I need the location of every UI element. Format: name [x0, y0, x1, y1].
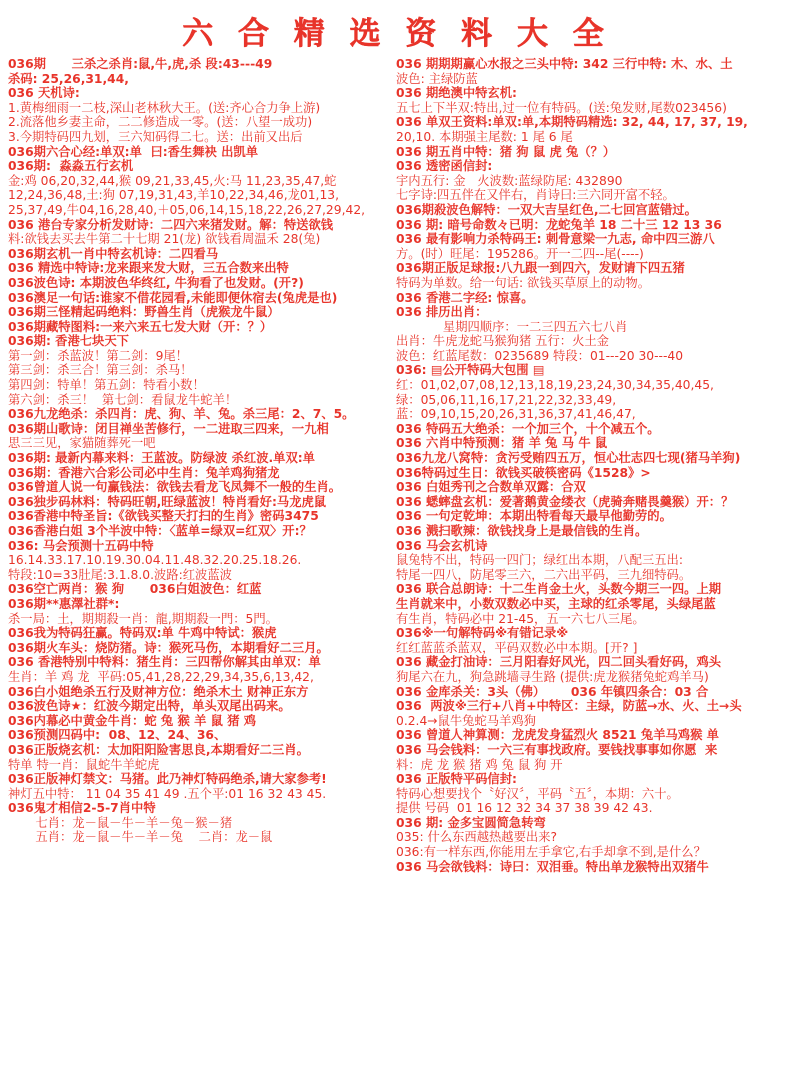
content-line: 036曾道人说一句赢钱法：欲钱去看龙飞凤舞不一般的生肖。 [8, 480, 342, 495]
content-line: 出肖：牛虎龙蛇马猴狗猪 五行：火土金 [396, 334, 609, 349]
content-line: 红红蓝蓝杀蓝双，平码双数必中本期。[开? ] [396, 640, 638, 655]
content-line: 036香港白姐 3个半波中特：〈蓝单=绿双=红双〉开:？ [8, 524, 312, 538]
content-line: 蓝：09,10,15,20,26,31,36,37,41,46,47, [396, 407, 636, 422]
content-line: 036期: 淼淼五行玄机 [8, 159, 134, 174]
content-line: 036期: 香港七块天下 [8, 334, 129, 349]
content-line: 036 马会钱料：一六三有事找政府。要钱找事事如你愿 来 [396, 742, 718, 757]
content-line: 036期正版足球报:八九跟一到四六，发财请下四五猪 [396, 261, 685, 276]
content-line: 036 金库杀关：3头（佛） 036 年镇四条合：03 合 [396, 684, 709, 699]
content-line: 036正版神灯禁文：马猪。此乃神灯特码绝杀,请大家参考! [8, 772, 327, 787]
content-line: 036正版烧玄机：太加阳阳险害思良,本期看好二三肖。 [8, 742, 309, 757]
content-line: 036 曾道人神算测：龙虎发身猛烈火 8521 兔羊马鸡猴 单 [396, 728, 719, 743]
content-line: 036 蟋蟀盘玄机：爱著鹅黄金缕衣（虎骑奔赌畏羹猴）开：？ [396, 494, 734, 509]
content-line: 036 正版特平码信封: [396, 772, 517, 787]
content-line: 036内幕必中黄金牛肖：蛇 兔 猴 羊 鼠 猪 鸡 [8, 713, 257, 728]
content-line: 036预测四码中: 08、12、24、36、 [8, 728, 227, 743]
content-line: 036香港中特圣旨:《欲钱买整天打扫的生肖》密码3475 [8, 509, 319, 524]
content-line: 036 期绝澳中特玄机: [396, 86, 517, 101]
content-line: 第四剑：特单！第五剑：特看小数！ [8, 378, 205, 393]
content-line: 狗尾六在九，狗急跳墙寻生路 (提供:虎龙猴猪兔蛇鸡羊马) [396, 669, 709, 684]
content-line: 036 港台专家分析发财诗：二四六来猪发财。解：特送欲钱 [8, 217, 334, 232]
content-line: 036我为特码狂赢。特码双:单 牛鸡中特试：猴虎 [8, 626, 277, 641]
content-line: 036期火车头：烧防猪。诗：猴死马伤，本期看好二三月。 [8, 640, 329, 655]
content-line: 035: 什么东西越热越要出来? [396, 830, 558, 845]
content-line: 12,24,36,48,土:狗 07,19,31,43,羊10,22,34,46,龙01,13, [8, 188, 340, 203]
content-line: 1.黄梅细雨一二枝,深山老林秋大王。(送:齐心合力争上游) [8, 100, 321, 115]
content-line: 036 期期期赢心水报之三头中特: 342 三行中特: 木、水、土 [396, 57, 733, 71]
content-line: 036 特码五大绝杀：一个加三个，十个减五个。 [396, 421, 660, 436]
content-line: 波色: 主绿防蓝 [396, 71, 478, 86]
content-line: 036 两波※三行+八肖+中特区：主绿，防蓝→水、火、土→头 [396, 699, 742, 714]
content-line: 036 马会欲钱料：诗曰：双泪垂。特出单龙猴特出双猪牛 [396, 859, 709, 874]
content-line: 036: 马会预测十五码中特 [8, 538, 154, 553]
left-content-column [8, 57, 386, 845]
content-line: 036期玄机一肖中特玄机诗：二四看马 [8, 246, 219, 261]
content-line: 036期藏特图料:一来六来五七发大财（开：？） [8, 319, 273, 334]
content-line: 第三剑：杀三合！第三剑：杀马！ [8, 363, 193, 378]
content-line: 036 藏金打油诗：三月阳春好风光，四二回头看好码，鸡头 [396, 655, 722, 670]
content-line: 宇内五行: 金 火波数:蓝绿防尾: 432890 [396, 173, 623, 188]
content-line: 036期殺波色解特：一双大吉呈红色,二七回宫蓝错过。 [396, 202, 697, 217]
content-line: 杀一局：土，期期殺一肖：龍,期期殺一門：5門。 [8, 611, 278, 626]
content-line: 有生肖，特码必中 21-45，五一六七八三尾。 [396, 611, 645, 626]
content-line: 特码为单数。给一句话: 欲钱买草原上的动物。 [396, 275, 650, 290]
page-title-bar [8, 6, 785, 57]
content-line: 五肖：龙－鼠－牛－羊－兔 二肖：龙－鼠 [8, 830, 273, 845]
content-line: 波色：红蓝尾数：0235689 特段：01---20 30---40 [396, 348, 684, 363]
content-line: 036波色诗: 本期波色华终红, 牛狗看了也发财。(开?) [8, 275, 304, 290]
content-line: 第一剑：杀蓝波！第二剑：9尾！ [8, 348, 188, 363]
content-line: 生肖：羊 鸡 龙 平码:05,41,28,22,29,34,35,6,13,42, [8, 669, 314, 684]
content-line: 特单 特一肖：鼠蛇牛羊蛇虎 [8, 757, 160, 772]
content-line: 第六剑：杀三！ 第七剑：看鼠龙牛蛇羊！ [8, 392, 238, 407]
content-line: 036特码过生日：欲钱买破筷密码《1528》> [396, 465, 651, 480]
content-line: 036:有一样东西,你能用左手拿它,右手却拿不到,是什么？ [396, 845, 706, 860]
content-line: 036 白姐秀刊之合数单双露：合双 [396, 480, 586, 495]
content-line: 星期四顺序：一二三四五六七八肖 [396, 319, 628, 334]
content-line: 特尾一四八，防尾零三六，二六出平码，三九细特码。 [396, 567, 692, 582]
content-line: 036 最有影响力杀特码王: 刺骨意梁一九志, 命中四三游八 [396, 232, 715, 247]
content-line: 036期三怪精起码绝料：野兽生肖（虎猴龙牛鼠） [8, 305, 280, 320]
content-line: 036※一句解特码※有错记录※ [396, 626, 569, 641]
content-line: 036: ▤公开特码大包围 ▤ [396, 363, 545, 378]
content-line: 036 马会玄机诗 [396, 538, 488, 553]
content-line: 思三三见，家猫随葬死一吧 [8, 436, 156, 451]
content-line: 3.今期特码四九划，三六知码得二七。送：出前又出后 [8, 129, 303, 144]
content-line: 036 排历出肖： [396, 305, 488, 320]
content-line: 2.流落他乡妻主命，二二修造成一零。(送：八望一成功) [8, 115, 313, 130]
content-line: 七字诗:四五伴在又伴右，肖诗曰:三六同开富不轻。 [396, 188, 675, 203]
content-line: 036九龙绝杀：杀四肖：虎、狗、羊、兔。杀三尾：2、7、5。 [8, 407, 355, 422]
content-line: 036鬼才相信2-5-7肖中特 [8, 801, 156, 816]
content-line: 036 天机诗: [8, 86, 80, 101]
content-line: 036澳足一句话:谁家不借花园看,未能即便休宿去(兔虎是也) [8, 290, 338, 305]
content-line: 0.2.4→鼠牛兔蛇马羊鸡狗 [396, 713, 536, 728]
content-line: 036 溅扫歌辣：欲钱找身上是最信钱的生肖。 [396, 524, 648, 538]
content-line: 提供 号码 01 16 12 32 34 37 38 39 42 43. [396, 801, 653, 816]
content-line: 036 一句定乾坤：本期出特看每天最早他勤劳的。 [396, 509, 672, 524]
content-line: 036独步码林料：特码旺朝,旺绿蓝波！特肖看好:马龙虎鼠 [8, 494, 327, 509]
content-line: 绿：05,06,11,16,17,21,22,32,33,49, [396, 392, 617, 407]
content-line: 鼠兔特不出，特码一四门；绿红出本期，八配三五出: [396, 553, 683, 568]
content-line: 20,10. 本期强主尾数: 1 尾 6 尾 [396, 129, 573, 144]
content-line: 生肖就来中，小数双数必中买，主球的红杀零尾，头绿尾蓝 [396, 596, 716, 611]
content-line: 七肖：龙－鼠－牛－羊－兔－猴－猪 [8, 815, 233, 830]
content-line: 036空亡两肖：猴 狗 036白姐波色：红蓝 [8, 582, 262, 597]
content-line: 036 期: 暗号命数々已明：龙蛇兔羊 18 二十三 12 13 36 [396, 217, 722, 232]
content-line: 036 精选中特诗:龙来跟来发大财，三五合数来出特 [8, 261, 289, 276]
content-line: 036 期: 金多宝圆简急转弯 [396, 815, 546, 830]
content-line: 036 香港特别中特料：猪生肖：三四帮你解其由单双：单 [8, 655, 321, 670]
content-line: 五七上下半双:特出,过一位有特码。(送:兔发财,尾数023456) [396, 100, 727, 115]
content-line: 036波色诗★：红波今期定出特，单头双尾出码来。 [8, 699, 291, 714]
content-line: 16.14.33.17.10.19.30.04.11.48.32.20.25.18.26. [8, 553, 302, 568]
right-content-column [396, 57, 774, 874]
content-line: 036期: 最新内幕来料：王蓝波。防绿波 杀红波.单双:单 [8, 451, 315, 466]
content-line: 036期 三杀之杀肖:鼠,牛,虎,杀 段:43---49 [8, 57, 273, 71]
content-line: 036 六肖中特预测：猪 羊 兔 马 牛 鼠 [396, 436, 608, 451]
content-line: 036 香港二字经: 惊喜。 [396, 290, 534, 305]
content-line: 红：01,02,07,08,12,13,18,19,23,24,30,34,35,40,45, [396, 378, 714, 393]
content-line: 杀码: 25,26,31,44, [8, 71, 129, 86]
content-line: 料:欲钱去买去牛第二十七期 21(龙) 欲钱看周温禾 28(兔) [8, 232, 321, 247]
content-line: 036 期五肖中特：猪 狗 鼠 虎 兔（？） [396, 144, 616, 159]
content-line: 036期：香港六合彩公司必中生肖：兔羊鸡狗猪龙 [8, 465, 280, 480]
content-line: 036期六合心经:单双:单 曰:香生舞袂 出凯单 [8, 144, 259, 159]
content-line: 036九龙八窝特：贪污受贿四五万，恒心壮志四七现(猪马羊狗) [396, 451, 741, 466]
content-line: 特码心想要找个〝好汉〞，平码〝五〞，本期：六十。 [396, 786, 679, 801]
content-line: 特段:10=33肚尾:3.1.8.0.波路:红波蓝波 [8, 567, 232, 582]
content-line: 036 透密函信封: [396, 159, 493, 174]
content-line: 神灯五中特： 11 04 35 41 49 .五个平:01 16 32 43 45. [8, 786, 327, 801]
content-line: 036期山歌诗：闭目禅坐苦修行，一二进取三四来，一九相 [8, 421, 329, 436]
content-line: 036 单双王资料:单双:单,本期特码精选: 32, 44, 17, 37, 19, [396, 115, 748, 130]
content-line: 料：虎 龙 猴 猪 鸡 兔 鼠 狗 开 [396, 757, 563, 772]
content-line: 036期**惠澤社群*: [8, 596, 120, 611]
content-line: 036 联合总朗诗：十二生肖金土火，头数今期三一四。上期 [396, 582, 722, 597]
two-column-layout [8, 57, 785, 874]
content-line: 方。(时）旺尾：195286。开一二四--尾(----) [396, 246, 644, 261]
page-title: 六 合 精 选 资 料 大 全 [182, 16, 611, 52]
content-line: 036白小姐绝杀五行及财神方位：绝杀木土 财神正东方 [8, 684, 309, 699]
content-line: 金:鸡 06,20,32,44,猴 09,21,33,45,火:马 11,23,35,47,蛇 [8, 173, 337, 188]
content-line: 25,37,49,牛04,16,28,40,＋05,06,14,15,18,22,26,27,29,42, [8, 202, 366, 217]
